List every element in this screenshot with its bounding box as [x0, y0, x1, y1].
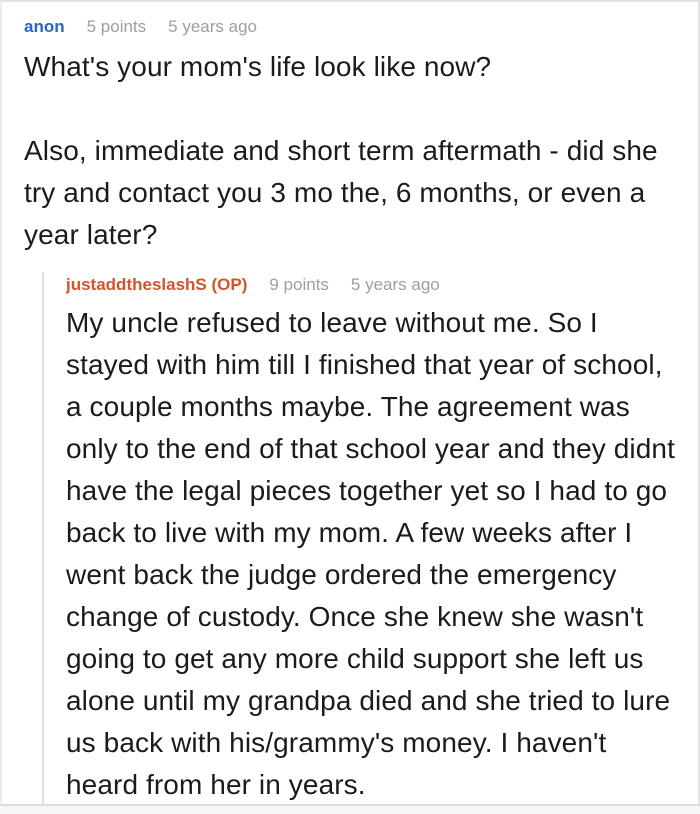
parent-author-link[interactable]: anon	[24, 17, 65, 36]
parent-paragraph-1: What's your mom's life look like now?	[24, 51, 492, 82]
reply-paragraph: My uncle refused to leave without me. So I stayed with him till I finished that year of school, a couple months maybe. The agreement was only to the end of that school year and they didnt have the legal pieces together yet so I had to go back to live with my mom. A few weeks after I went back the judge ordered the emergency change of custody. Once she knew she wasn't going to get any more child support she left us alone until my grandpa died and she tried to lure us back with his/grammy's money. I haven't heard from her in years.	[66, 307, 675, 800]
parent-comment-body	[24, 46, 669, 256]
reply-timestamp: 5 years ago	[350, 275, 440, 294]
parent-comment	[24, 14, 678, 256]
parent-comment-header	[24, 14, 678, 40]
reply-points: 9 points	[269, 275, 329, 294]
parent-paragraph-2: Also, immediate and short term aftermath - did she try and contact you 3 mo the, 6 months, or even a year later?	[24, 135, 658, 250]
reply-comment-header	[66, 272, 678, 298]
reply-comment-body	[66, 302, 678, 806]
reply-author-link[interactable]: justaddtheslashS (OP)	[66, 275, 248, 294]
reply-comment	[42, 272, 678, 806]
parent-timestamp: 5 years ago	[168, 17, 257, 36]
parent-points: 5 points	[86, 17, 147, 36]
